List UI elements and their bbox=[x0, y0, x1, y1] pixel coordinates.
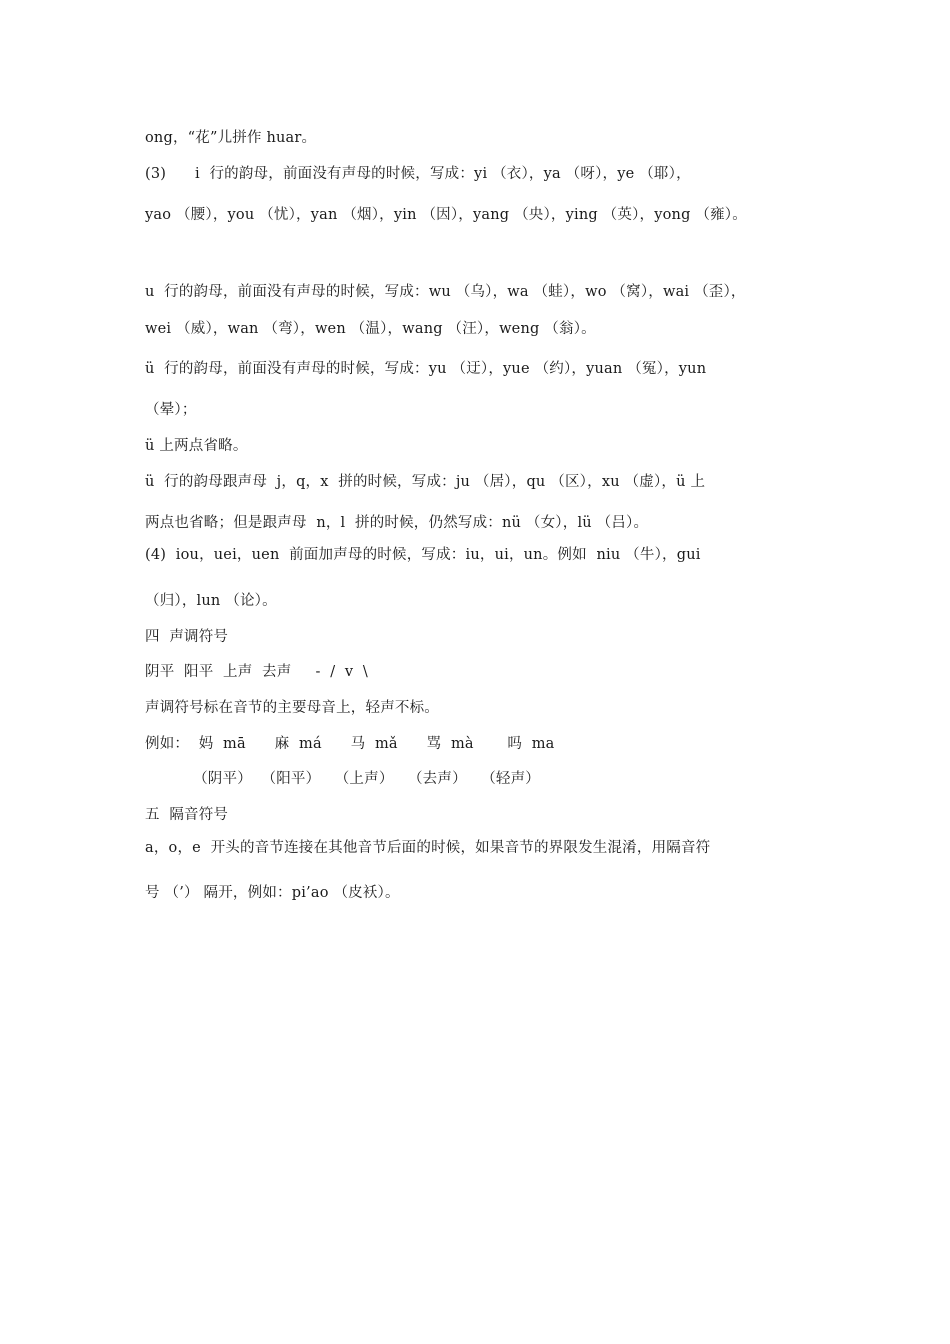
text-line-5: wei （威），wan （弯），wen （温），wang （汪），weng （翁）。 bbox=[145, 321, 596, 337]
text-line-17: （阴平） （阳平） （上声） （去声） （轻声） bbox=[145, 771, 540, 787]
section-heading-separator: 五 隔音符号 bbox=[145, 807, 229, 823]
text-line-7: （晕）； bbox=[145, 402, 197, 418]
text-line-11: (4) iou，uei，uen 前面加声母的时候，写成：iu，ui，un。例如 niu （牛），gui bbox=[145, 547, 701, 563]
text-line-6: ü 行的韵母，前面没有声母的时候，写成：yu （迂），yue （约），yuan （冤），yun bbox=[145, 361, 707, 377]
text-line-10: 两点也省略；但是跟声母 n，l 拼的时候，仍然写成：nü （女），lü （吕）。 bbox=[145, 515, 649, 531]
text-line-9: ü 行的韵母跟声母 j，q，x 拼的时候，写成：ju （居），qu （区），xu （虚），ü 上 bbox=[145, 474, 706, 490]
text-line-12: （归），lun （论）。 bbox=[145, 593, 277, 609]
text-line-16: 例如： 妈 mā 麻 má 马 mǎ 骂 mà 吗 ma bbox=[145, 736, 555, 752]
section-heading-tones: 四 声调符号 bbox=[145, 629, 229, 645]
text-line-1: ong，“花”儿拼作 huar。 bbox=[145, 130, 317, 146]
text-line-8: ü 上两点省略。 bbox=[145, 438, 248, 454]
text-line-4: u 行的韵母，前面没有声母的时候，写成：wu （乌），wa （蛙），wo （窝），wai （歪）， bbox=[145, 284, 746, 300]
text-line-14: 阴平 阳平 上声 去声 - / v \ bbox=[145, 664, 369, 680]
text-line-20: 号 （’） 隔开，例如：pi’ao （皮袄）。 bbox=[145, 885, 400, 901]
text-line-15: 声调符号标在音节的主要母音上，轻声不标。 bbox=[145, 700, 439, 716]
text-line-19: a，o，e 开头的音节连接在其他音节后面的时候，如果音节的界限发生混淆，用隔音符 bbox=[145, 840, 711, 856]
text-line-2: (3) i 行的韵母，前面没有声母的时候，写成：yi （衣），ya （呀），ye （耶）， bbox=[145, 166, 691, 182]
text-line-3: yao （腰），you （忧），yan （烟），yin （因），yang （央），ying （英），yong （雍）。 bbox=[145, 207, 747, 223]
